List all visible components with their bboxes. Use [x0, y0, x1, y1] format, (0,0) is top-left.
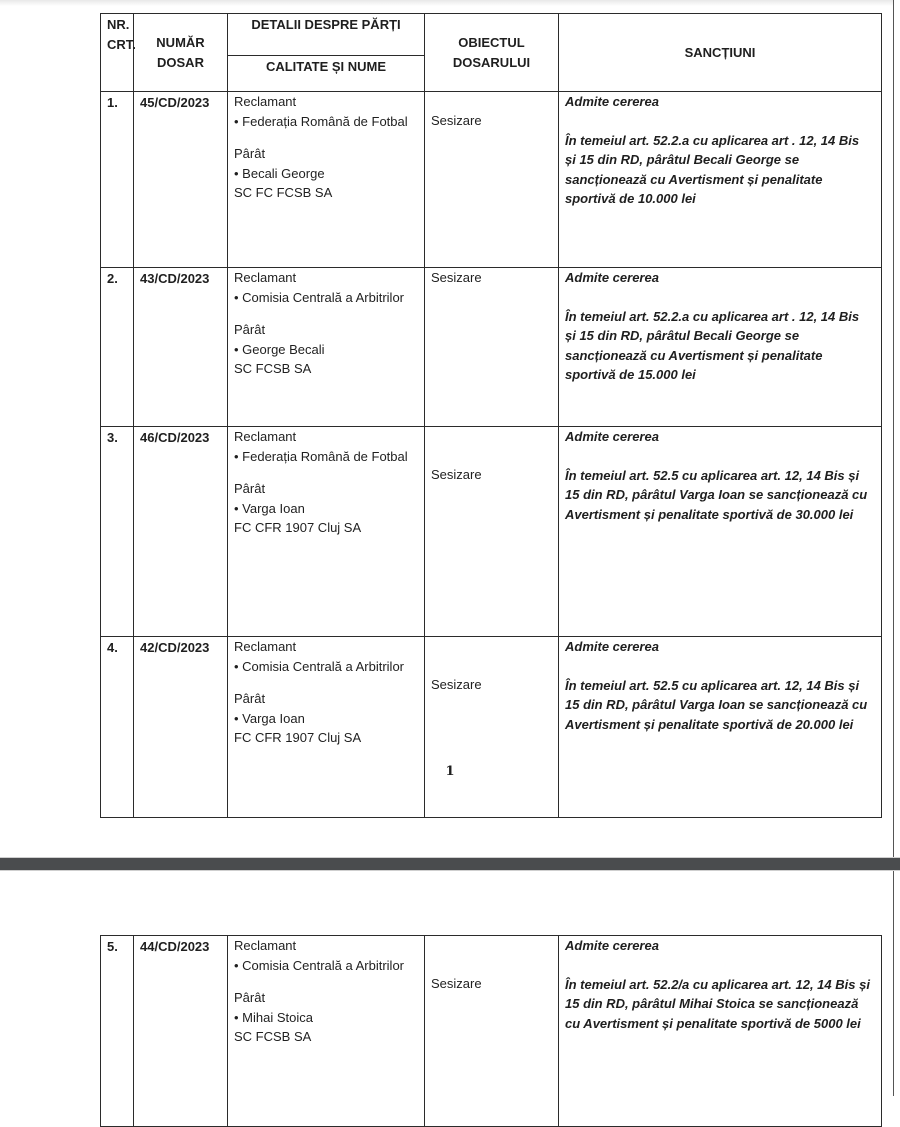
row-obiect	[425, 92, 559, 268]
admit-text: Admite cererea	[565, 639, 659, 654]
obiect-text: Sesizare	[431, 976, 482, 991]
row-sanctiune	[559, 936, 882, 1127]
reclamant-label: Reclamant	[234, 938, 297, 953]
row-sanctiune	[559, 427, 882, 637]
sanctiune-text: În temeiul art. 52.2.a cu aplicarea art . 12, 14 Bis și 15 din RD, pârâtul Becali George se sancționează cu Avertisment și penalitate sportivă de 10.000 lei	[565, 132, 860, 206]
reclamant-label: Reclamant	[234, 94, 297, 109]
parat-club: SC FCSB SA	[234, 361, 312, 376]
table-row	[101, 936, 882, 1127]
row-parti	[228, 92, 425, 268]
row-sanctiune	[559, 92, 882, 268]
row-sanctiune	[559, 637, 882, 818]
obiect-text: Sesizare	[431, 467, 482, 482]
row-parti	[228, 268, 425, 427]
page-separator	[0, 857, 900, 871]
parat-name: • George Becali	[234, 341, 325, 357]
reclamant-label: Reclamant	[234, 429, 297, 444]
obiect-text: Sesizare	[431, 270, 482, 285]
parat-name: • Becali George	[234, 165, 325, 181]
row-nr: 5.	[101, 936, 134, 1127]
reclamant-name: • Federația Română de Fotbal	[234, 113, 408, 129]
row-nr: 1.	[101, 92, 134, 268]
row-dosar: 45/CD/2023	[134, 92, 228, 268]
header-numar-dosar: NUMĂR DOSAR	[134, 14, 228, 92]
row-nr: 4.	[101, 637, 134, 818]
table-row	[101, 92, 882, 268]
table-row	[101, 427, 882, 637]
parat-label: Pârât	[234, 481, 266, 496]
table-row	[101, 637, 882, 818]
reclamant-name: • Federația Română de Fotbal	[234, 448, 408, 464]
row-dosar: 43/CD/2023	[134, 268, 228, 427]
sanctiune-text: În temeiul art. 52.5 cu aplicarea art. 12, 14 Bis și 15 din RD, pârâtul Varga Ioan se sancționează cu Avertisment și penalitate sportivă de 20.000 lei	[565, 677, 868, 732]
row-dosar: 42/CD/2023	[134, 637, 228, 818]
row-parti	[228, 637, 425, 818]
reclamant-label: Reclamant	[234, 270, 297, 285]
admit-text: Admite cererea	[565, 938, 659, 953]
parat-name: • Varga Ioan	[234, 500, 305, 516]
page-number: 1	[445, 764, 455, 779]
row-obiect	[425, 637, 559, 818]
table-header-row	[101, 14, 882, 56]
parat-club: SC FC FCSB SA	[234, 185, 333, 200]
reclamant-name: • Comisia Centrală a Arbitrilor	[234, 289, 404, 305]
reclamant-name: • Comisia Centrală a Arbitrilor	[234, 957, 404, 973]
parat-label: Pârât	[234, 691, 266, 706]
page-top-shadow	[0, 0, 893, 6]
row-dosar: 44/CD/2023	[134, 936, 228, 1127]
parat-club: FC CFR 1907 Cluj SA	[234, 730, 362, 745]
sanctiune-text: În temeiul art. 52.5 cu aplicarea art. 12, 14 Bis și 15 din RD, pârâtul Varga Ioan se sancționează cu Avertisment și penalitate sportivă de 30.000 lei	[565, 467, 868, 522]
row-obiect	[425, 427, 559, 637]
row-nr: 3.	[101, 427, 134, 637]
row-obiect	[425, 268, 559, 427]
row-sanctiune	[559, 268, 882, 427]
header-nr-crt: NR. CRT.	[101, 14, 134, 92]
table-row	[101, 268, 882, 427]
reclamant-name: • Comisia Centrală a Arbitrilor	[234, 658, 404, 674]
sanctiune-text: În temeiul art. 52.2.a cu aplicarea art . 12, 14 Bis și 15 din RD, pârâtul Becali George se sancționează cu Avertisment și penalitate sportivă de 15.000 lei	[565, 308, 860, 382]
admit-text: Admite cererea	[565, 429, 659, 444]
sanctiune-text: În temeiul art. 52.2/a cu aplicarea art. 12, 14 Bis și 15 din RD, pârâtul Mihai Stoica se sancționează cu Avertisment și penalitate sportivă de 5000 lei	[565, 976, 870, 1031]
header-detalii-parti: DETALII DESPRE PĂRȚI	[228, 14, 425, 56]
admit-text: Admite cererea	[565, 270, 659, 285]
parat-name: • Mihai Stoica	[234, 1009, 313, 1025]
sanctions-table-continued	[100, 935, 882, 1127]
header-sanctiuni: SANCȚIUNI	[559, 14, 882, 92]
obiect-text: Sesizare	[431, 113, 482, 128]
header-obiectul: OBIECTUL DOSARULUI	[425, 14, 559, 92]
row-nr: 2.	[101, 268, 134, 427]
parat-club: FC CFR 1907 Cluj SA	[234, 520, 362, 535]
parat-label: Pârât	[234, 146, 266, 161]
header-calitate-nume: CALITATE ȘI NUME	[228, 56, 425, 92]
row-dosar: 46/CD/2023	[134, 427, 228, 637]
parat-club: SC FCSB SA	[234, 1029, 312, 1044]
admit-text: Admite cererea	[565, 94, 659, 109]
obiect-text: Sesizare	[431, 677, 482, 692]
parat-name: • Varga Ioan	[234, 710, 305, 726]
sanctions-table	[100, 13, 882, 818]
parat-label: Pârât	[234, 322, 266, 337]
parat-label: Pârât	[234, 990, 266, 1005]
row-parti	[228, 427, 425, 637]
row-obiect	[425, 936, 559, 1127]
reclamant-label: Reclamant	[234, 639, 297, 654]
row-parti	[228, 936, 425, 1127]
